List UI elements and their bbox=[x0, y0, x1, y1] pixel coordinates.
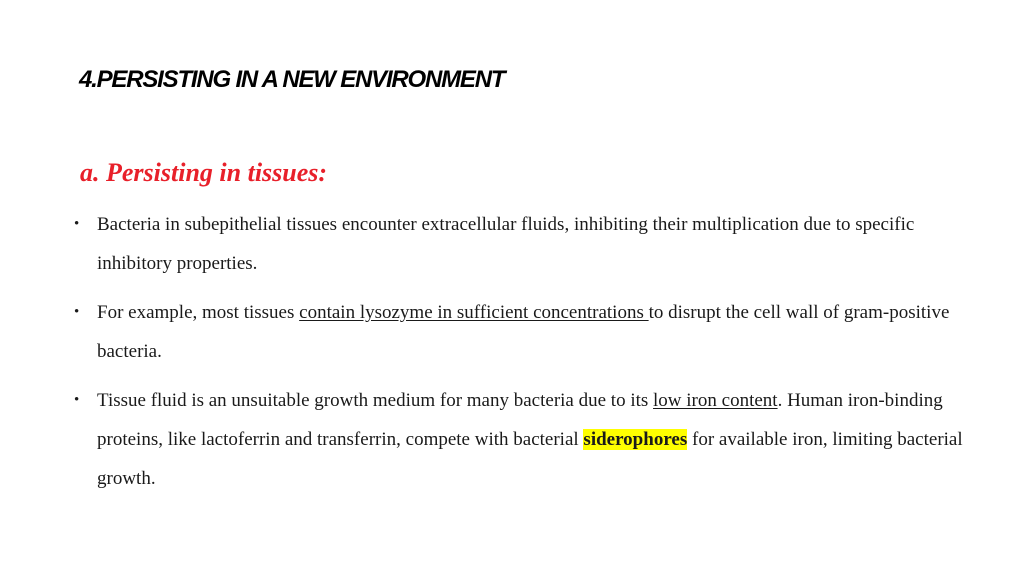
slide-title: 4.PERSISTING IN A NEW ENVIRONMENT bbox=[79, 66, 505, 93]
bullet-text: . Human iron-binding proteins, like lactoferrin and transferrin, compete with bacterial bbox=[97, 390, 943, 450]
underlined-phrase: contain lysozyme in sufficient concentrations bbox=[299, 302, 649, 323]
bullet-list bbox=[74, 205, 964, 508]
bullet-item bbox=[74, 205, 964, 283]
section-subtitle: a. Persisting in tissues: bbox=[80, 158, 328, 187]
bullet-dot-icon: • bbox=[74, 304, 80, 320]
bullet-dot-icon: • bbox=[74, 392, 80, 408]
bullet-item bbox=[74, 293, 964, 371]
bullet-text: to disrupt the cell wall of gram-positive bacteria. bbox=[97, 302, 950, 362]
bullet-text: Bacteria in subepithelial tissues encounter extracellular fluids, inhibiting their multiplication due to specific inhibitory properties. bbox=[97, 214, 915, 274]
highlighted-term: siderophores bbox=[583, 429, 688, 450]
underlined-phrase: low iron content bbox=[653, 390, 778, 411]
bullet-dot-icon: • bbox=[74, 216, 80, 232]
bullet-text: for available iron, limiting bacterial growth. bbox=[97, 429, 963, 489]
bullet-text: For example, most tissues bbox=[97, 302, 300, 323]
bullet-text: Tissue fluid is an unsuitable growth medium for many bacteria due to its bbox=[97, 390, 654, 411]
bullet-item bbox=[74, 381, 964, 498]
